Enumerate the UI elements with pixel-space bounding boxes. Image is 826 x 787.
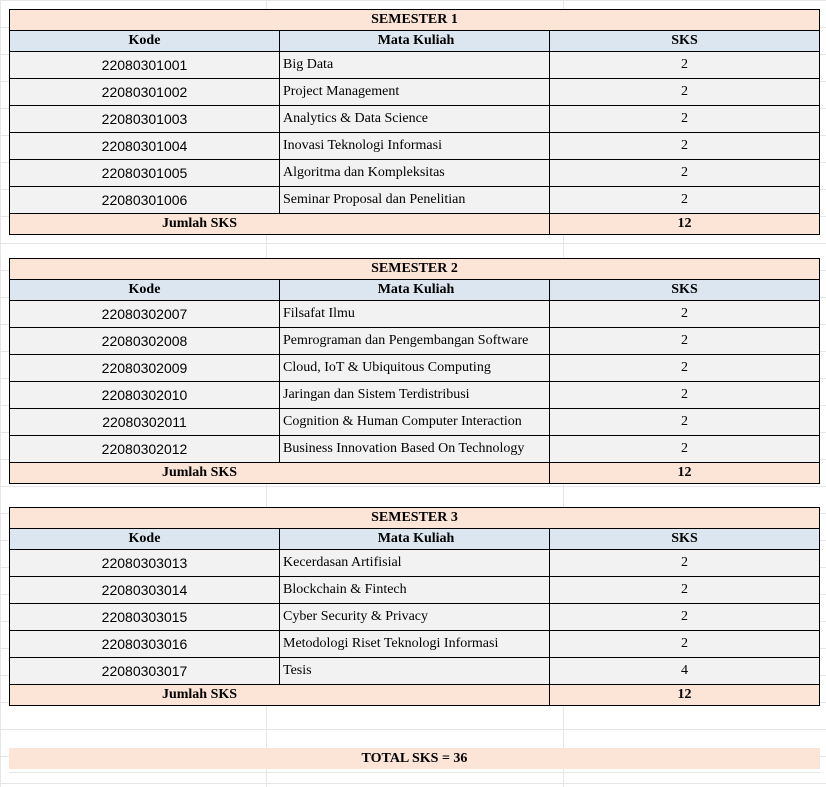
total-row xyxy=(10,685,820,706)
table-row xyxy=(10,106,820,133)
sks-cell[interactable]: 2 xyxy=(550,409,820,436)
kode-cell[interactable]: 22080301006 xyxy=(10,187,280,214)
mata-kuliah-cell[interactable]: Jaringan dan Sistem Terdistribusi xyxy=(280,382,550,409)
table-row xyxy=(10,355,820,382)
header-sks[interactable]: SKS xyxy=(550,280,820,301)
kode-cell[interactable]: 22080302007 xyxy=(10,301,280,328)
kode-cell[interactable]: 22080302012 xyxy=(10,436,280,463)
kode-cell[interactable]: 22080303014 xyxy=(10,577,280,604)
sks-cell[interactable]: 2 xyxy=(550,301,820,328)
kode-cell[interactable]: 22080302010 xyxy=(10,382,280,409)
total-row xyxy=(10,463,820,484)
mata-kuliah-cell[interactable]: Inovasi Teknologi Informasi xyxy=(280,133,550,160)
table-row xyxy=(10,658,820,685)
jumlah-sks-label[interactable]: Jumlah SKS xyxy=(10,685,550,706)
kode-cell[interactable]: 22080303013 xyxy=(10,550,280,577)
sks-cell[interactable]: 4 xyxy=(550,658,820,685)
table-row xyxy=(10,550,820,577)
header-kode[interactable]: Kode xyxy=(10,31,280,52)
kode-cell[interactable]: 22080301001 xyxy=(10,52,280,79)
jumlah-sks-value[interactable]: 12 xyxy=(550,214,820,235)
table-row xyxy=(10,577,820,604)
mata-kuliah-cell[interactable]: Tesis xyxy=(280,658,550,685)
table-row xyxy=(10,160,820,187)
kode-cell[interactable]: 22080303015 xyxy=(10,604,280,631)
kode-cell[interactable]: 22080301005 xyxy=(10,160,280,187)
table-row xyxy=(10,604,820,631)
kode-cell[interactable]: 22080302008 xyxy=(10,328,280,355)
kode-cell[interactable]: 22080302009 xyxy=(10,355,280,382)
jumlah-sks-label[interactable]: Jumlah SKS xyxy=(10,463,550,484)
semester-title[interactable]: SEMESTER 2 xyxy=(10,259,820,280)
mata-kuliah-cell[interactable]: Filsafat Ilmu xyxy=(280,301,550,328)
header-mata-kuliah[interactable]: Mata Kuliah xyxy=(280,529,550,550)
kode-cell[interactable]: 22080301004 xyxy=(10,133,280,160)
sks-cell[interactable]: 2 xyxy=(550,52,820,79)
jumlah-sks-label[interactable]: Jumlah SKS xyxy=(10,214,550,235)
mata-kuliah-cell[interactable]: Business Innovation Based On Technology xyxy=(280,436,550,463)
kode-cell[interactable]: 22080301003 xyxy=(10,106,280,133)
table-row xyxy=(10,631,820,658)
sks-cell[interactable]: 2 xyxy=(550,133,820,160)
header-mata-kuliah[interactable]: Mata Kuliah xyxy=(280,280,550,301)
semester-1-table xyxy=(9,9,820,235)
sks-cell[interactable]: 2 xyxy=(550,550,820,577)
header-sks[interactable]: SKS xyxy=(550,31,820,52)
sks-cell[interactable]: 2 xyxy=(550,106,820,133)
table-row xyxy=(10,409,820,436)
grid-line xyxy=(9,772,820,773)
total-row xyxy=(10,214,820,235)
kode-cell[interactable]: 22080302011 xyxy=(10,409,280,436)
table-row xyxy=(10,133,820,160)
semester-3-table xyxy=(9,507,820,706)
semester-2-table xyxy=(9,258,820,484)
sks-cell[interactable]: 2 xyxy=(550,604,820,631)
jumlah-sks-value[interactable]: 12 xyxy=(550,463,820,484)
mata-kuliah-cell[interactable]: Metodologi Riset Teknologi Informasi xyxy=(280,631,550,658)
header-kode[interactable]: Kode xyxy=(10,280,280,301)
sks-cell[interactable]: 2 xyxy=(550,187,820,214)
table-row xyxy=(10,436,820,463)
semester-title[interactable]: SEMESTER 3 xyxy=(10,508,820,529)
sks-cell[interactable]: 2 xyxy=(550,160,820,187)
table-row xyxy=(10,79,820,106)
sks-cell[interactable]: 2 xyxy=(550,382,820,409)
mata-kuliah-cell[interactable]: Algoritma dan Kompleksitas xyxy=(280,160,550,187)
table-row xyxy=(10,301,820,328)
mata-kuliah-cell[interactable]: Blockchain & Fintech xyxy=(280,577,550,604)
mata-kuliah-cell[interactable]: Analytics & Data Science xyxy=(280,106,550,133)
jumlah-sks-value[interactable]: 12 xyxy=(550,685,820,706)
mata-kuliah-cell[interactable]: Seminar Proposal dan Penelitian xyxy=(280,187,550,214)
kode-cell[interactable]: 22080301002 xyxy=(10,79,280,106)
sks-cell[interactable]: 2 xyxy=(550,631,820,658)
table-row xyxy=(10,328,820,355)
mata-kuliah-cell[interactable]: Kecerdasan Artifisial xyxy=(280,550,550,577)
table-row xyxy=(10,52,820,79)
semester-title[interactable]: SEMESTER 1 xyxy=(10,10,820,31)
mata-kuliah-cell[interactable]: Pemrograman dan Pengembangan Software xyxy=(280,328,550,355)
table-row xyxy=(10,382,820,409)
header-sks[interactable]: SKS xyxy=(550,529,820,550)
sks-cell[interactable]: 2 xyxy=(550,436,820,463)
grand-total[interactable]: TOTAL SKS = 36 xyxy=(9,748,820,769)
mata-kuliah-cell[interactable]: Cognition & Human Computer Interaction xyxy=(280,409,550,436)
sks-cell[interactable]: 2 xyxy=(550,79,820,106)
table-row xyxy=(10,187,820,214)
header-mata-kuliah[interactable]: Mata Kuliah xyxy=(280,31,550,52)
kode-cell[interactable]: 22080303017 xyxy=(10,658,280,685)
mata-kuliah-cell[interactable]: Big Data xyxy=(280,52,550,79)
header-kode[interactable]: Kode xyxy=(10,529,280,550)
mata-kuliah-cell[interactable]: Cyber Security & Privacy xyxy=(280,604,550,631)
sks-cell[interactable]: 2 xyxy=(550,328,820,355)
mata-kuliah-cell[interactable]: Project Management xyxy=(280,79,550,106)
sks-cell[interactable]: 2 xyxy=(550,577,820,604)
mata-kuliah-cell[interactable]: Cloud, IoT & Ubiquitous Computing xyxy=(280,355,550,382)
sks-cell[interactable]: 2 xyxy=(550,355,820,382)
kode-cell[interactable]: 22080303016 xyxy=(10,631,280,658)
